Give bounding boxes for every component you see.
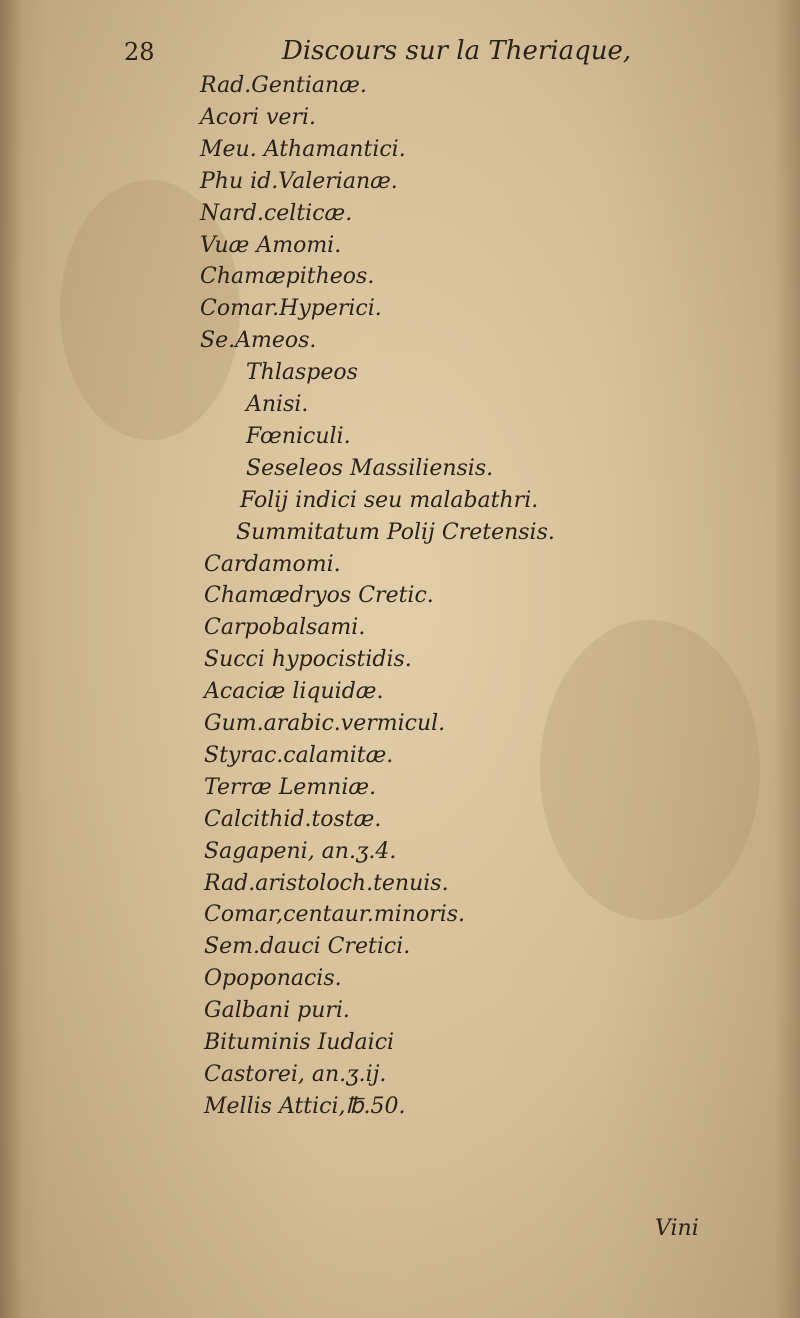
ingredient-line: Rad.aristoloch.tenuis. xyxy=(204,870,449,896)
ingredient-line: Opoponacis. xyxy=(204,966,342,992)
ingredient-line: Gum.arabic.vermicul. xyxy=(204,711,446,736)
ingredient-line: Seseleos Massiliensis. xyxy=(246,455,494,481)
ingredient-line: Nard.celticæ. xyxy=(200,200,353,226)
ingredient-line: Summitatum Polij Cretensis. xyxy=(236,519,555,545)
ingredient-line: Thlaspeos xyxy=(246,360,358,386)
ingredient-line: Carpobalsami. xyxy=(204,615,366,641)
ingredient-line: Calcithid.tostæ. xyxy=(204,806,382,832)
paper-stain xyxy=(540,620,760,920)
ingredient-line: Comar,centaur.minoris. xyxy=(204,902,466,928)
ingredient-line: Castorei, an.ʒ.ij. xyxy=(204,1061,387,1087)
ingredient-line: Vuæ Amomi. xyxy=(200,232,342,258)
page-number: 28 xyxy=(124,38,155,66)
ingredient-line: Folij indici seu malabathri. xyxy=(240,487,539,513)
ingredient-line: Meu. Athamantici. xyxy=(200,136,406,162)
ingredient-line: Phu id.Valerianæ. xyxy=(200,168,398,194)
ingredient-line: Sagapeni, an.ʒ.4. xyxy=(204,838,397,864)
ingredient-line: Bituminis Iudaici xyxy=(204,1030,395,1055)
ingredient-line: Succi hypocistidis. xyxy=(204,647,412,673)
ingredient-line: Comar.Hyperici. xyxy=(200,296,382,322)
ingredient-line: Styrac.calamitæ. xyxy=(204,742,394,768)
ingredient-line: Sem.dauci Cretici. xyxy=(204,934,411,960)
page-shadow-right xyxy=(774,0,800,1318)
ingredient-line: Fœniculi. xyxy=(246,423,351,449)
catchword: Vini xyxy=(655,1216,699,1241)
running-title: Discours sur la Theriaque, xyxy=(282,36,632,66)
ingredient-line: Mellis Attici,℔.50. xyxy=(204,1093,406,1119)
ingredient-line: Rad.Gentianæ. xyxy=(200,73,367,98)
ingredient-line: Se.Ameos. xyxy=(200,328,317,354)
ingredient-line: Terræ Lemniæ. xyxy=(204,774,377,800)
page-shadow-left xyxy=(0,0,22,1318)
ingredient-line: Cardamomi. xyxy=(204,551,341,577)
ingredient-line: Chamædryos Cretic. xyxy=(204,583,434,609)
ingredient-line: Chamæpitheos. xyxy=(200,264,375,290)
ingredient-line: Anisi. xyxy=(246,392,309,417)
ingredient-line: Acaciæ liquidæ. xyxy=(204,679,384,705)
ingredient-line: Acori veri. xyxy=(200,104,316,130)
ingredient-line: Galbani puri. xyxy=(204,998,350,1024)
